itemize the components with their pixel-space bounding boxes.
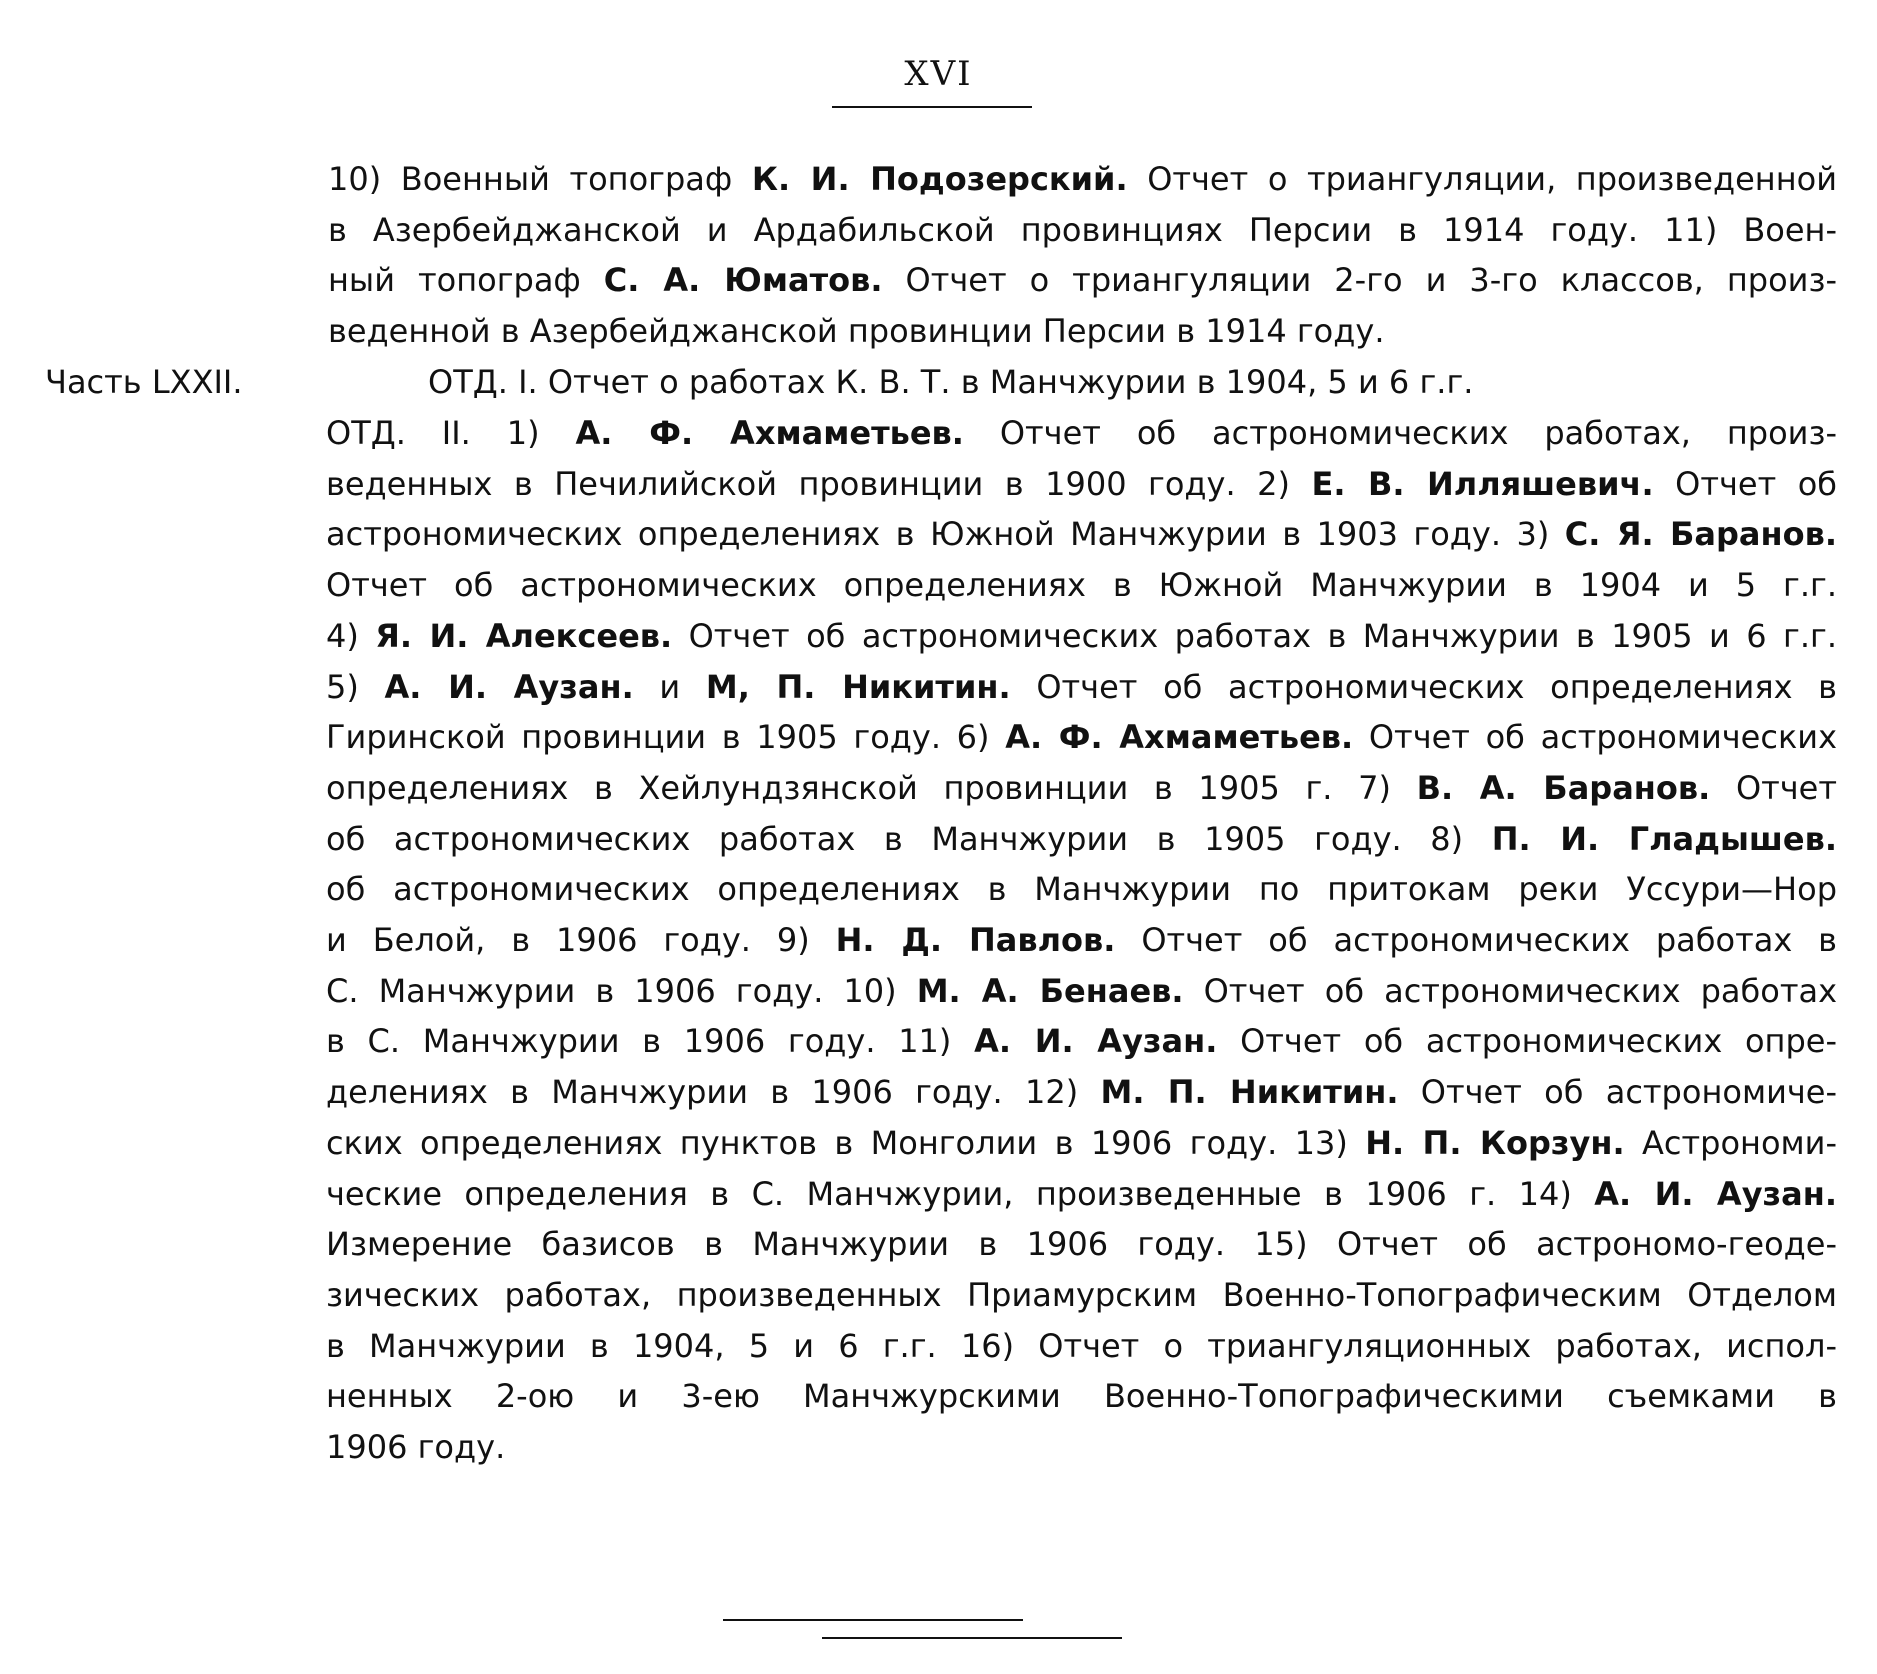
author-name: А. Ф. Ахмаметьев. [1005,718,1354,757]
text-run: Отчет об астрономических работах в [1115,921,1838,960]
text-line [328,154,1837,205]
author-name: М. А. Бенаев. [916,971,1184,1010]
text-run: об астрономических определениях в Манчжурии по притокам реки Уссури—Нор [326,870,1837,909]
text-run: 10) Военный топограф [328,160,752,198]
author-name: М. П. Никитин. [1100,1073,1399,1112]
author-name: Е. В. Илляшевич. [1311,464,1654,503]
author-name: С. А. Юматов. [603,261,883,300]
text-run: Отчет об астрономических опре- [1217,1022,1838,1061]
text-run: Отчет о триангуляции 2-го и 3-го классов, произ- [882,261,1838,300]
text-line [428,357,1837,408]
text-run: ческие определения в С. Манчжурии, произведенные в 1906 г. 14) [326,1174,1595,1213]
text-run: в С. Манчжурии в 1906 году. 11) [326,1022,975,1061]
text-run: астрономических определениях в Южной Манчжурии в 1903 году. 3) [326,515,1565,554]
text-line [326,509,1837,560]
text-run: Отчет о триангуляции, произведенной [1127,160,1837,198]
text-run: ОТД. I. Отчет о работах К. В. Т. в Манчжурии в 1904, 5 и 6 г.г. [428,363,1474,401]
text-line [326,459,1837,510]
text-run: веденных в Печилийской провинции в 1900 году. 2) [326,464,1312,503]
text-line [326,1321,1837,1372]
text-line [326,408,1837,459]
text-line [328,306,1837,357]
header-rule [832,106,1032,108]
text-run: и Белой, в 1906 году. 9) [326,921,836,960]
text-run: Отчет об [1653,464,1838,503]
text-line [326,1422,1837,1473]
text-run: Отчет об астрономических [1353,718,1838,757]
author-name: К. И. Подозерский. [751,160,1128,198]
part-label: Часть LXXII. [45,363,243,401]
paragraph-item-10 [328,154,1837,357]
footer-rule-1 [723,1619,1023,1621]
text-line [326,611,1837,662]
author-name: Я. И. Алексеев. [375,616,673,655]
text-line [326,1169,1837,1220]
footer-rule-2 [822,1637,1122,1639]
author-name: В. А. Баранов. [1416,768,1711,807]
author-name: П. И. Гладышев. [1491,819,1838,858]
text-line [326,1219,1837,1270]
text-line [326,966,1837,1017]
text-line [326,1118,1837,1169]
text-run: 1906 году. [326,1428,506,1467]
text-run: ный топограф [328,261,604,300]
text-line [328,205,1837,256]
text-line [326,915,1837,966]
text-line [326,1270,1837,1321]
text-run: Гиринской провинции в 1905 году. 6) [326,718,1006,757]
text-line [326,560,1837,611]
author-name: М, П. Никитин. [705,667,1011,706]
text-line [326,1067,1837,1118]
text-run: 5) [326,667,385,706]
text-line [326,763,1837,814]
text-run: Измерение базисов в Манчжурии в 1906 году. 15) Отчет об астрономо-геоде- [326,1225,1837,1264]
text-line [326,712,1837,763]
author-name: А. И. Аузан. [384,667,634,706]
text-run: делениях в Манчжурии в 1906 году. 12) [326,1073,1101,1112]
author-name: А. И. Аузан. [974,1022,1218,1061]
text-run: об астрономических работах в Манчжурии в 1905 году. 8) [326,819,1492,858]
text-line [326,864,1837,915]
text-run: зических работах, произведенных Приамурским Военно-Топографическим Отделом [326,1275,1837,1314]
text-line [326,814,1837,865]
author-name: Н. Д. Павлов. [835,921,1116,960]
author-name: Н. П. Корзун. [1365,1123,1625,1162]
text-run: Астрономи- [1624,1123,1837,1162]
text-line [328,255,1837,306]
text-run: Отчет об астрономиче- [1398,1073,1838,1112]
text-run: определениях в Хейлундзянской провинции в 1905 г. 7) [326,768,1417,807]
text-run: ских определениях пунктов в Монголии в 1906 году. 13) [326,1123,1366,1162]
text-run: ОТД. II. 1) [326,414,576,452]
text-run: ненных 2-ою и 3-ею Манчжурскими Военно-Топографическими съемками в [326,1377,1837,1416]
section-otd-1 [428,357,1837,408]
text-run: Отчет об астрономических определениях в Южной Манчжурии в 1904 и 5 г.г. [326,566,1837,605]
text-run: Отчет об астрономических определениях в [1010,667,1838,706]
author-name: С. Я. Баранов. [1564,515,1838,554]
text-run: и [633,667,706,706]
text-run: Отчет [1710,768,1838,807]
text-line [326,662,1837,713]
section-otd-2 [326,408,1837,1473]
page-number: XVI [904,54,973,94]
text-run: Отчет об астрономических работах, произ- [963,414,1838,452]
text-run: С. Манчжурии в 1906 году. 10) [326,971,917,1010]
text-line [326,1016,1837,1067]
text-run: Отчет об астрономических работах [1183,971,1837,1010]
text-line [326,1371,1837,1422]
author-name: А. Ф. Ахмаметьев. [575,414,964,452]
text-run: Отчет об астрономических работах в Манчжурии в 1905 и 6 г.г. [672,616,1838,655]
text-run: в Азербейджанской и Ардабильской провинциях Персии в 1914 году. 11) Воен- [328,210,1837,249]
author-name: А. И. Аузан. [1594,1174,1838,1213]
text-run: 4) [326,616,376,655]
text-run: веденной в Азербейджанской провинции Персии в 1914 году. [328,312,1385,351]
text-run: в Манчжурии в 1904, 5 и 6 г.г. 16) Отчет о триангуляционных работах, испол- [326,1326,1837,1365]
